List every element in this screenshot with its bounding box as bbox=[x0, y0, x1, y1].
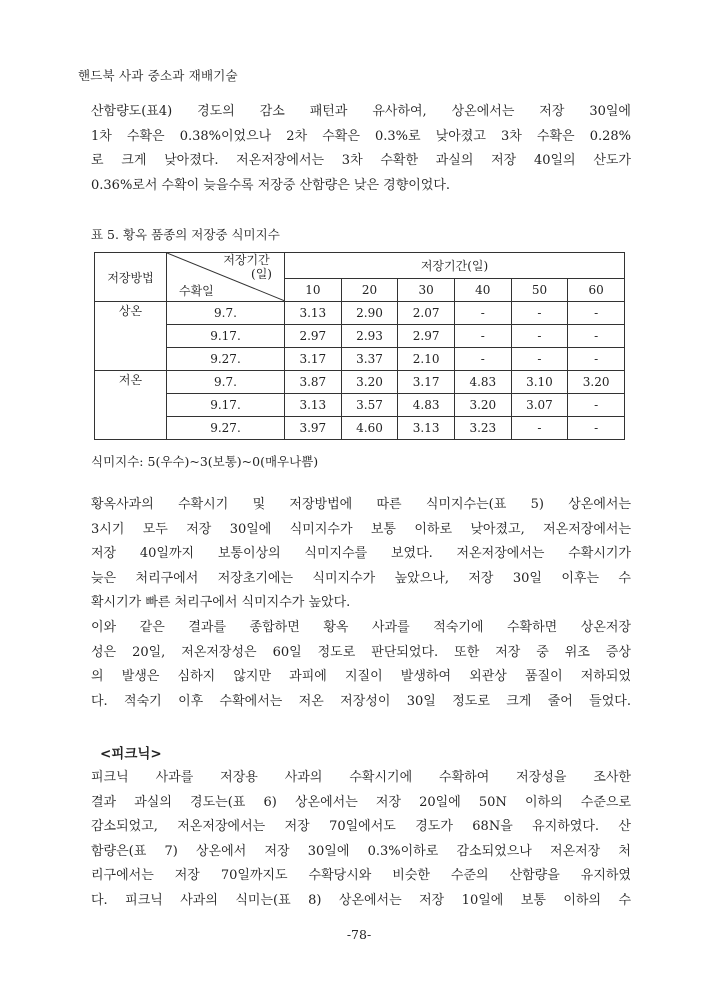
section-title: <피크닉> bbox=[100, 746, 162, 762]
value-cell: 3.20 bbox=[454, 394, 511, 417]
diagonal-header-cell bbox=[167, 253, 285, 302]
table-row bbox=[95, 417, 625, 440]
value-cell: 3.20 bbox=[568, 371, 625, 394]
text-line: 성은 20일, 저온저장성은 60일 정도로 판단되었다. 또한 저장 중 위조 증상 bbox=[91, 644, 631, 660]
value-cell: 3.17 bbox=[285, 348, 342, 371]
harvest-date-cell: 9.17. bbox=[167, 325, 285, 348]
table-row bbox=[95, 394, 625, 417]
text-line: 함량은(표 7) 상온에서 저장 30일에 0.3%이하로 감소되었으나 저온저장 처 bbox=[91, 843, 631, 859]
value-cell: - bbox=[511, 348, 568, 371]
value-cell: 2.07 bbox=[398, 302, 455, 325]
value-cell: 3.13 bbox=[285, 302, 342, 325]
method-cell: 상온 bbox=[95, 302, 167, 371]
text-line: 늦은 처리구에서 저장초기에는 식미지수가 높았으나, 저장 30일 이후는 수 bbox=[91, 570, 631, 586]
text-line: 산함량도(표4) 경도의 감소 패턴과 유사하여, 상온에서는 저장 30일에 bbox=[91, 104, 631, 119]
value-cell: 2.93 bbox=[341, 325, 398, 348]
period-col-header: 40 bbox=[454, 279, 511, 302]
table-row bbox=[95, 371, 625, 394]
text-line: 0.36%로서 수확이 늦을수록 저장중 산함량은 낮은 경향이었다. bbox=[91, 177, 451, 193]
harvest-date-cell: 9.7. bbox=[167, 371, 285, 394]
method-header: 저장방법 bbox=[95, 253, 167, 302]
text-line: 1차 수확은 0.38%이었으나 2차 수확은 0.3%로 낮아졌고 3차 수확은 0.28% bbox=[91, 128, 631, 144]
diag-top-line1: 저장기간 bbox=[223, 253, 270, 267]
text-line: 피크닉 사과를 저장용 사과의 수확시기에 수확하여 저장성을 조사한 bbox=[91, 770, 631, 785]
value-cell: - bbox=[568, 348, 625, 371]
value-cell: 3.13 bbox=[398, 417, 455, 440]
value-cell: 2.10 bbox=[398, 348, 455, 371]
harvest-date-cell: 9.7. bbox=[167, 302, 285, 325]
value-cell: - bbox=[454, 325, 511, 348]
table-caption: 표 5. 황옥 품종의 저장중 식미지수 bbox=[91, 227, 280, 242]
harvest-date-cell: 9.27. bbox=[167, 417, 285, 440]
value-cell: - bbox=[511, 325, 568, 348]
value-cell: - bbox=[568, 394, 625, 417]
value-cell: - bbox=[568, 302, 625, 325]
value-cell: 4.60 bbox=[341, 417, 398, 440]
running-header: 핸드북 사과 중소과 재배기술 bbox=[78, 68, 238, 83]
value-cell: 3.10 bbox=[511, 371, 568, 394]
text-line: 로 크게 낮아졌다. 저온저장에서는 3차 수확한 과실의 저장 40일의 산도가 bbox=[91, 153, 631, 169]
value-cell: 3.13 bbox=[285, 394, 342, 417]
table-row bbox=[95, 325, 625, 348]
text-line: 결과 과실의 경도는(표 6) 상온에서는 저장 20일에 50N 이하의 수준으로 bbox=[91, 794, 631, 810]
value-cell: 3.17 bbox=[398, 371, 455, 394]
harvest-date-cell: 9.27. bbox=[167, 348, 285, 371]
paragraph-eating-quality bbox=[91, 493, 631, 714]
table-note: 식미지수: 5(우수)~3(보통)~0(매우나쁨) bbox=[91, 454, 319, 469]
period-col-header: 10 bbox=[285, 279, 342, 302]
text-line: 3시기 모두 저장 30일에 식미지수가 보통 이하로 낮아졌고, 저온저장에서는 bbox=[91, 521, 631, 537]
harvest-date-cell: 9.17. bbox=[167, 394, 285, 417]
value-cell: 3.37 bbox=[341, 348, 398, 371]
text-line: 감소되었고, 저온저장에서는 저장 70일에서도 경도가 68N을 유지하였다. 산 bbox=[91, 819, 631, 835]
value-cell: 4.83 bbox=[454, 371, 511, 394]
period-col-header: 60 bbox=[568, 279, 625, 302]
value-cell: - bbox=[568, 417, 625, 440]
value-cell: 2.97 bbox=[398, 325, 455, 348]
value-cell: 3.97 bbox=[285, 417, 342, 440]
period-col-header: 50 bbox=[511, 279, 568, 302]
period-col-header: 30 bbox=[398, 279, 455, 302]
text-line: 다. 적숙기 이후 수확에서는 저온 저장성이 30일 정도로 크게 줄어 들었다. bbox=[91, 693, 631, 709]
text-line: 리구에서는 저장 70일까지도 수확당시와 비슷한 수준의 산함량을 유지하였 bbox=[91, 868, 631, 884]
value-cell: 4.83 bbox=[398, 394, 455, 417]
text-line: 이와 같은 결과를 종합하면 황옥 사과를 적숙기에 수확하면 상온저장 bbox=[91, 619, 631, 635]
value-cell: 3.07 bbox=[511, 394, 568, 417]
paragraph-acidity bbox=[91, 100, 631, 198]
value-cell: 3.57 bbox=[341, 394, 398, 417]
text-line: 황옥사과의 수확시기 및 저장방법에 따른 식미지수는(표 5) 상온에서는 bbox=[91, 497, 631, 512]
table-row bbox=[95, 348, 625, 371]
value-cell: - bbox=[454, 302, 511, 325]
value-cell: - bbox=[454, 348, 511, 371]
text-line: 저장 40일까지 보통이상의 식미지수를 보였다. 저온저장에서는 수확시기가 bbox=[91, 546, 631, 562]
period-col-header: 20 bbox=[341, 279, 398, 302]
value-cell: 3.23 bbox=[454, 417, 511, 440]
value-cell: 3.20 bbox=[341, 371, 398, 394]
value-cell: 2.97 bbox=[285, 325, 342, 348]
text-line: 확시기가 빠른 처리구에서 식미지수가 높았다. bbox=[91, 595, 351, 611]
value-cell: 2.90 bbox=[341, 302, 398, 325]
text-line: 다. 피크닉 사과의 식미는(표 8) 상온에서는 저장 10일에 보통 이하의 수 bbox=[91, 892, 631, 908]
text-line: 의 발생은 심하지 않지만 과피에 지질이 발생하여 외관상 품질이 저하되었 bbox=[91, 669, 631, 685]
eating-quality-table bbox=[94, 252, 625, 440]
paragraph-picnic bbox=[91, 766, 631, 914]
method-cell: 저온 bbox=[95, 371, 167, 440]
diagonal-bottom-label: 수확일 bbox=[179, 284, 214, 298]
page-number: -78- bbox=[346, 927, 372, 942]
period-header: 저장기간(일) bbox=[285, 253, 625, 279]
value-cell: - bbox=[511, 417, 568, 440]
table-row bbox=[95, 302, 625, 325]
diagonal-top-label bbox=[221, 253, 272, 281]
value-cell: - bbox=[568, 325, 625, 348]
value-cell: - bbox=[511, 302, 568, 325]
value-cell: 3.87 bbox=[285, 371, 342, 394]
diag-top-line2: (일) bbox=[251, 267, 272, 281]
